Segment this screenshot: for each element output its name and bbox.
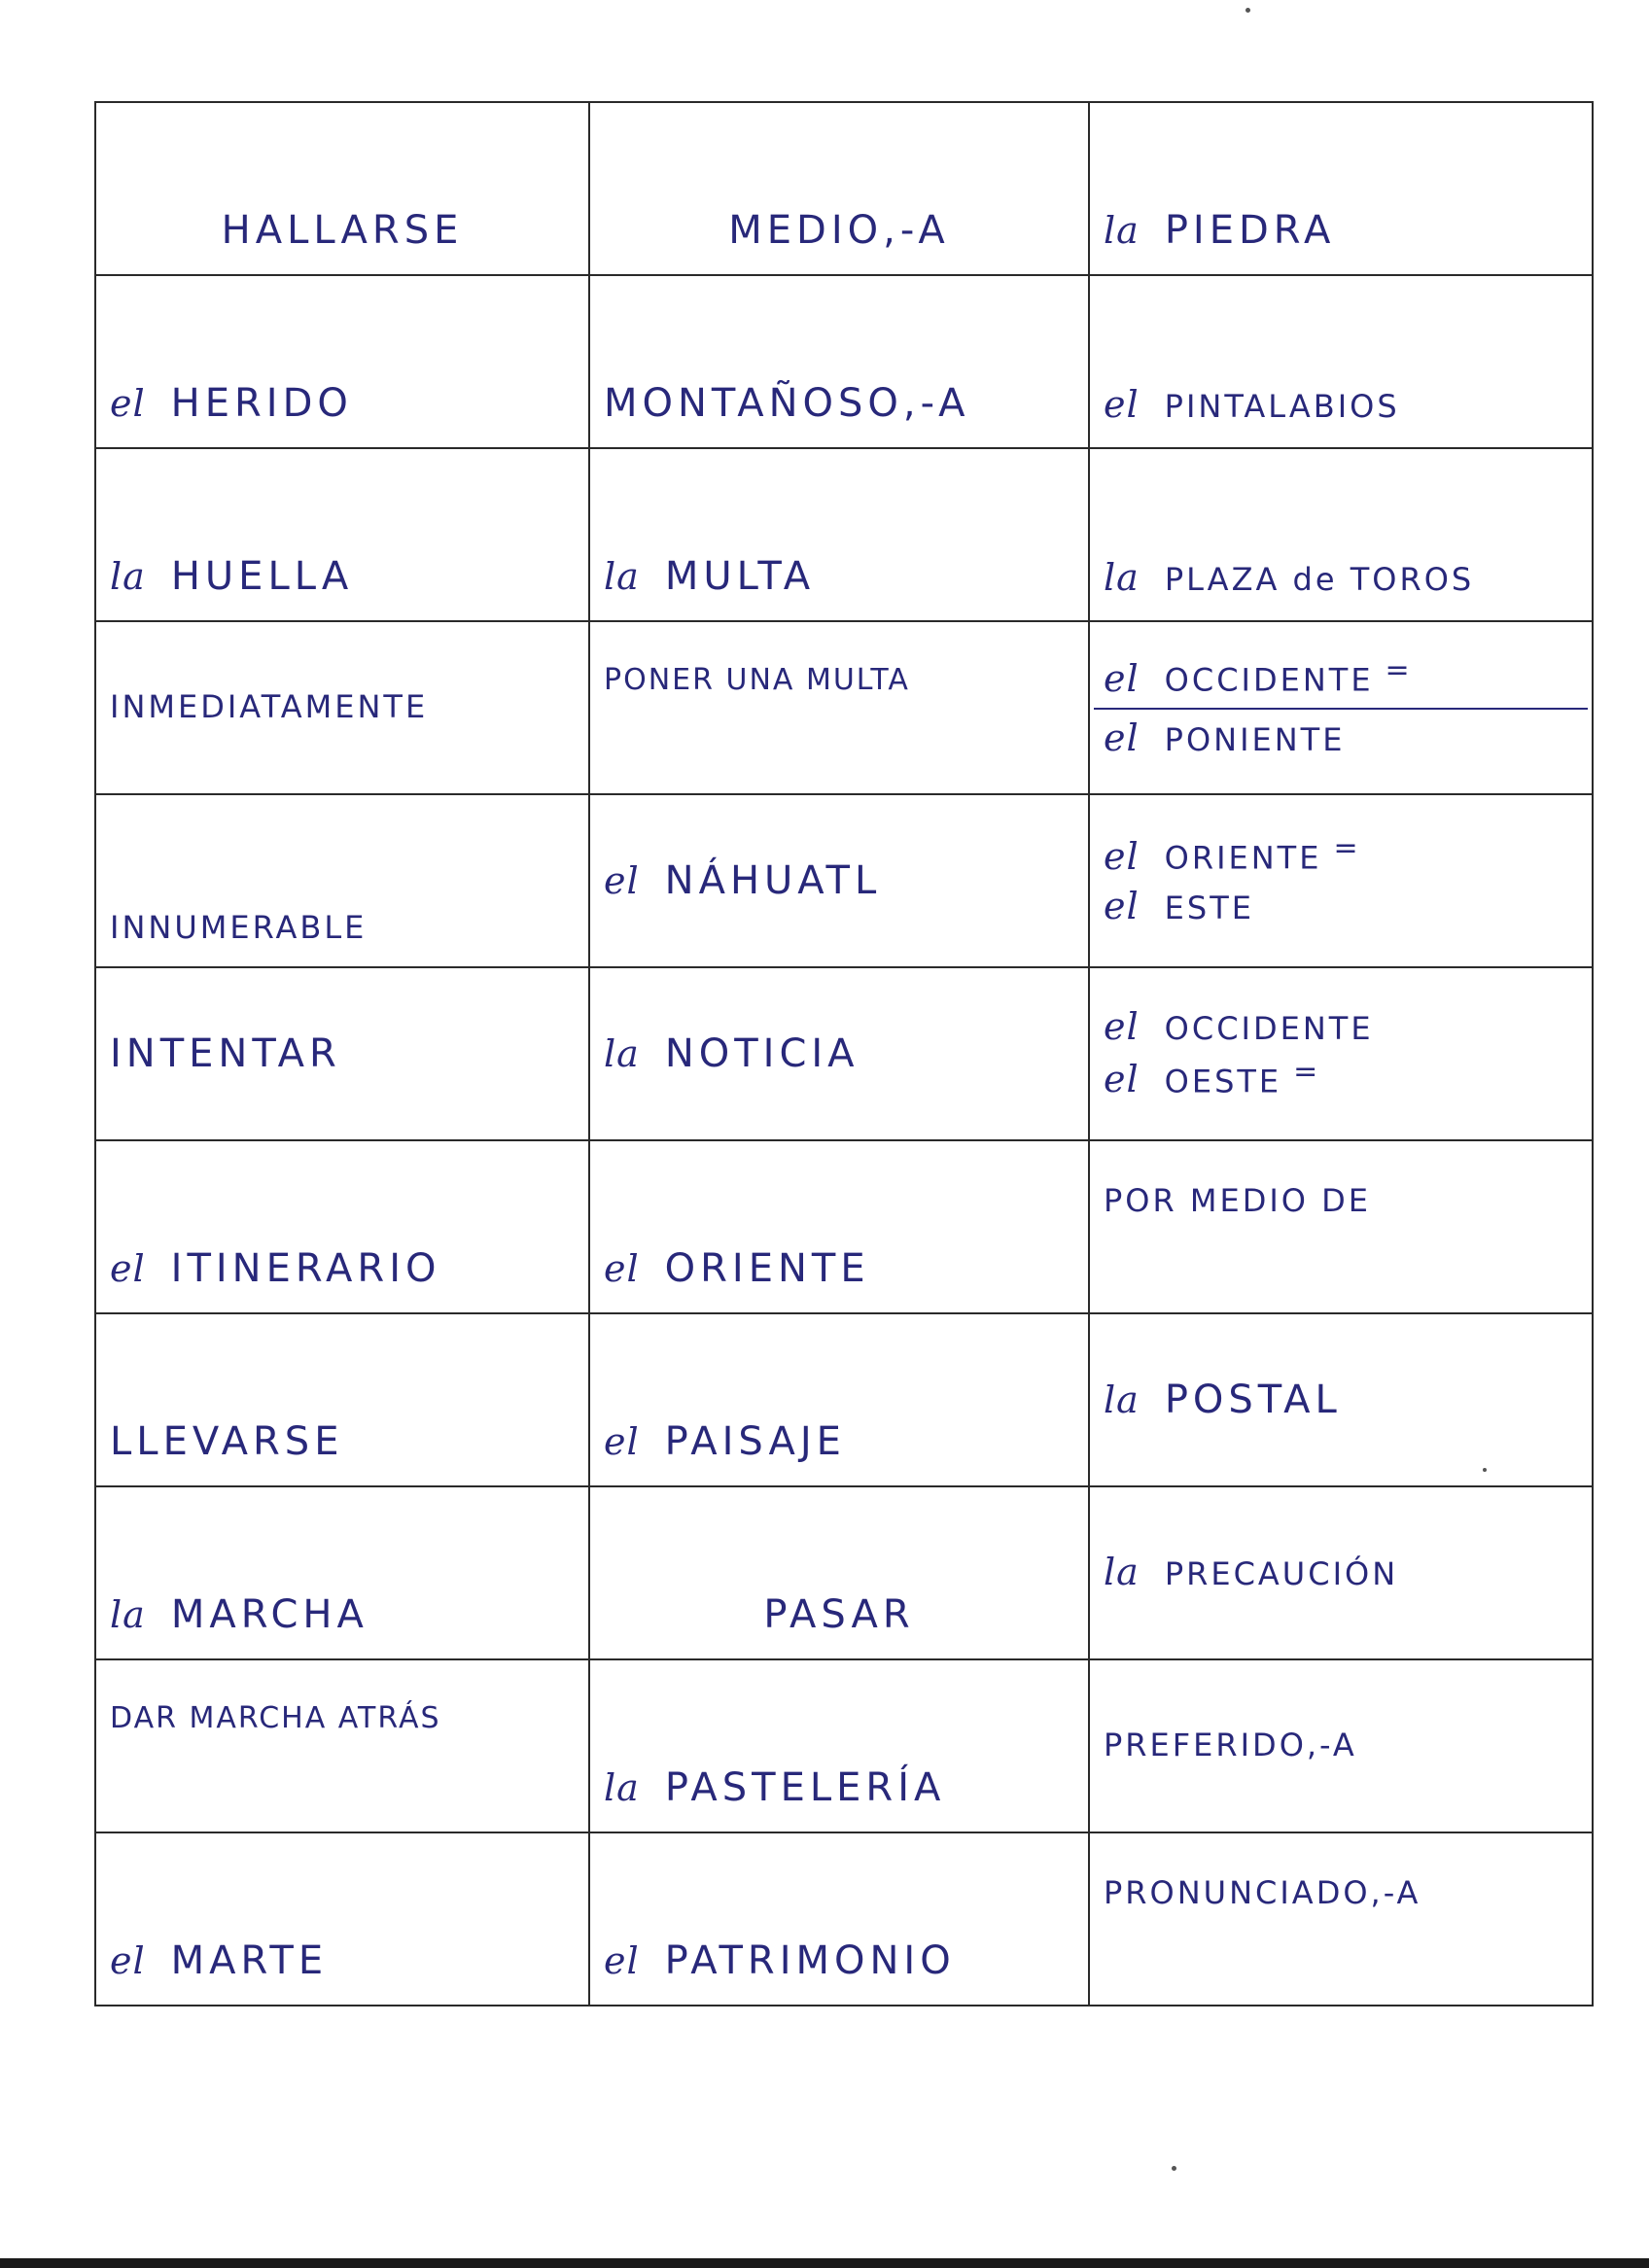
table-cell bbox=[1089, 794, 1593, 967]
table-row bbox=[95, 1140, 1593, 1313]
equals-mark: = bbox=[1333, 831, 1358, 866]
vocab-word: HALLARSE bbox=[221, 208, 464, 253]
table-cell bbox=[589, 102, 1089, 275]
vocab-word: ESTE bbox=[1164, 890, 1254, 927]
vocabulary-table bbox=[94, 101, 1594, 2006]
table-row bbox=[95, 794, 1593, 967]
vocab-article: el bbox=[1104, 835, 1140, 879]
table-cell bbox=[1089, 967, 1593, 1140]
vocab-article: la bbox=[604, 1766, 640, 1809]
table-cell bbox=[589, 448, 1089, 621]
vocab-word: PONER UNA MULTA bbox=[604, 663, 910, 697]
table-cell bbox=[95, 794, 589, 967]
vocab-word: INTENTAR bbox=[110, 1031, 341, 1076]
vocab-word: PASTELERÍA bbox=[664, 1765, 946, 1810]
vocab-word: ITINERARIO bbox=[170, 1246, 441, 1291]
table-row bbox=[95, 448, 1593, 621]
table-row bbox=[95, 1486, 1593, 1659]
vocab-article: el bbox=[604, 1247, 640, 1290]
table-row bbox=[95, 275, 1593, 448]
vocab-article: el bbox=[604, 859, 640, 902]
vocab-article: la bbox=[1104, 209, 1140, 252]
vocab-article: la bbox=[110, 1593, 146, 1636]
vocab-word: POSTAL bbox=[1164, 1378, 1342, 1422]
vocab-article: la bbox=[604, 1032, 640, 1075]
vocab-word: MARCHA bbox=[170, 1592, 368, 1637]
vocab-article: el bbox=[1104, 1058, 1140, 1101]
vocab-article: el bbox=[1104, 1005, 1140, 1049]
table-cell bbox=[1089, 448, 1593, 621]
vocab-word: ORIENTE bbox=[1164, 840, 1322, 878]
vocab-article: el bbox=[1104, 657, 1140, 701]
vocab-article: la bbox=[1104, 1551, 1140, 1594]
scan-speck bbox=[1172, 2166, 1176, 2171]
table-cell bbox=[1089, 102, 1593, 275]
vocab-article: la bbox=[110, 555, 146, 598]
vocab-word: PRONUNCIADO,-A bbox=[1104, 1874, 1421, 1911]
scan-speck bbox=[1246, 8, 1250, 13]
table-cell bbox=[1089, 275, 1593, 448]
vocab-word: ORIENTE bbox=[664, 1246, 870, 1291]
table-cell bbox=[589, 1832, 1089, 2006]
vocab-word: HUELLA bbox=[170, 554, 354, 599]
table-cell bbox=[589, 275, 1089, 448]
table-cell bbox=[1089, 1486, 1593, 1659]
vocab-article: la bbox=[604, 555, 640, 598]
table-cell bbox=[95, 1486, 589, 1659]
vocab-article: el bbox=[1104, 716, 1140, 760]
table-row bbox=[95, 967, 1593, 1140]
vocab-word: PASAR bbox=[763, 1592, 915, 1637]
table-cell bbox=[589, 1486, 1089, 1659]
vocab-article: el bbox=[110, 382, 146, 425]
divider-stroke bbox=[1094, 708, 1588, 710]
vocab-word: PATRIMONIO bbox=[664, 1938, 956, 1983]
table-row bbox=[95, 1832, 1593, 2006]
vocab-word: HERIDO bbox=[170, 381, 353, 426]
vocab-word: INMEDIATAMENTE bbox=[110, 688, 429, 726]
table-cell bbox=[1089, 1140, 1593, 1313]
table-cell bbox=[1089, 621, 1593, 794]
vocab-word: NOTICIA bbox=[664, 1031, 860, 1076]
vocab-article: la bbox=[1104, 555, 1140, 599]
vocab-word: PLAZA de TOROS bbox=[1164, 560, 1475, 598]
vocab-article: el bbox=[110, 1939, 146, 1982]
table-row bbox=[95, 1313, 1593, 1486]
table-row bbox=[95, 1659, 1593, 1832]
table-cell bbox=[1089, 1659, 1593, 1832]
table-cell bbox=[95, 448, 589, 621]
equals-mark: = bbox=[1293, 1054, 1318, 1089]
vocab-article: el bbox=[604, 1939, 640, 1982]
scan-speck bbox=[1483, 1468, 1487, 1472]
vocab-word: PAISAJE bbox=[664, 1419, 846, 1464]
table-cell bbox=[95, 1659, 589, 1832]
vocab-word: PIEDRA bbox=[1164, 208, 1336, 253]
equals-mark: = bbox=[1385, 653, 1410, 688]
table-cell bbox=[95, 275, 589, 448]
table-cell bbox=[589, 967, 1089, 1140]
vocab-word: MULTA bbox=[664, 554, 816, 599]
vocab-article: el bbox=[110, 1247, 146, 1290]
table-cell bbox=[589, 1659, 1089, 1832]
vocab-word: MONTAÑOSO,-A bbox=[604, 381, 970, 426]
vocab-article: el bbox=[1104, 885, 1140, 928]
table-cell bbox=[589, 621, 1089, 794]
vocab-word: MARTE bbox=[170, 1938, 329, 1983]
table-cell bbox=[95, 1313, 589, 1486]
vocab-word: PRECAUCIÓN bbox=[1164, 1555, 1399, 1593]
vocab-article: la bbox=[1104, 1378, 1140, 1421]
vocab-word: OESTE bbox=[1164, 1063, 1282, 1100]
vocab-article: el bbox=[604, 1420, 640, 1463]
table-cell bbox=[589, 1140, 1089, 1313]
table-cell bbox=[95, 1140, 589, 1313]
scan-edge bbox=[0, 2258, 1649, 2268]
table-cell bbox=[1089, 1313, 1593, 1486]
vocab-word: NÁHUATL bbox=[664, 858, 882, 903]
table-row bbox=[95, 102, 1593, 275]
vocab-word: PINTALABIOS bbox=[1164, 387, 1400, 425]
vocab-word: DAR MARCHA ATRÁS bbox=[110, 1701, 441, 1735]
table-cell bbox=[95, 1832, 589, 2006]
vocab-word: LLEVARSE bbox=[110, 1419, 344, 1464]
table-cell bbox=[589, 794, 1089, 967]
vocab-word: POR MEDIO DE bbox=[1104, 1182, 1372, 1219]
table-cell bbox=[95, 102, 589, 275]
vocab-word: MEDIO,-A bbox=[728, 208, 950, 253]
vocab-word: PONIENTE bbox=[1164, 721, 1346, 759]
table-cell bbox=[95, 967, 589, 1140]
vocab-word: OCCIDENTE bbox=[1164, 1010, 1374, 1048]
vocab-article: el bbox=[1104, 382, 1140, 426]
table-cell bbox=[95, 621, 589, 794]
table-cell bbox=[1089, 1832, 1593, 2006]
table-cell bbox=[589, 1313, 1089, 1486]
vocab-word: INNUMERABLE bbox=[110, 908, 368, 946]
vocab-word: PREFERIDO,-A bbox=[1104, 1727, 1357, 1764]
vocab-word: OCCIDENTE bbox=[1164, 662, 1374, 700]
table-row bbox=[95, 621, 1593, 794]
